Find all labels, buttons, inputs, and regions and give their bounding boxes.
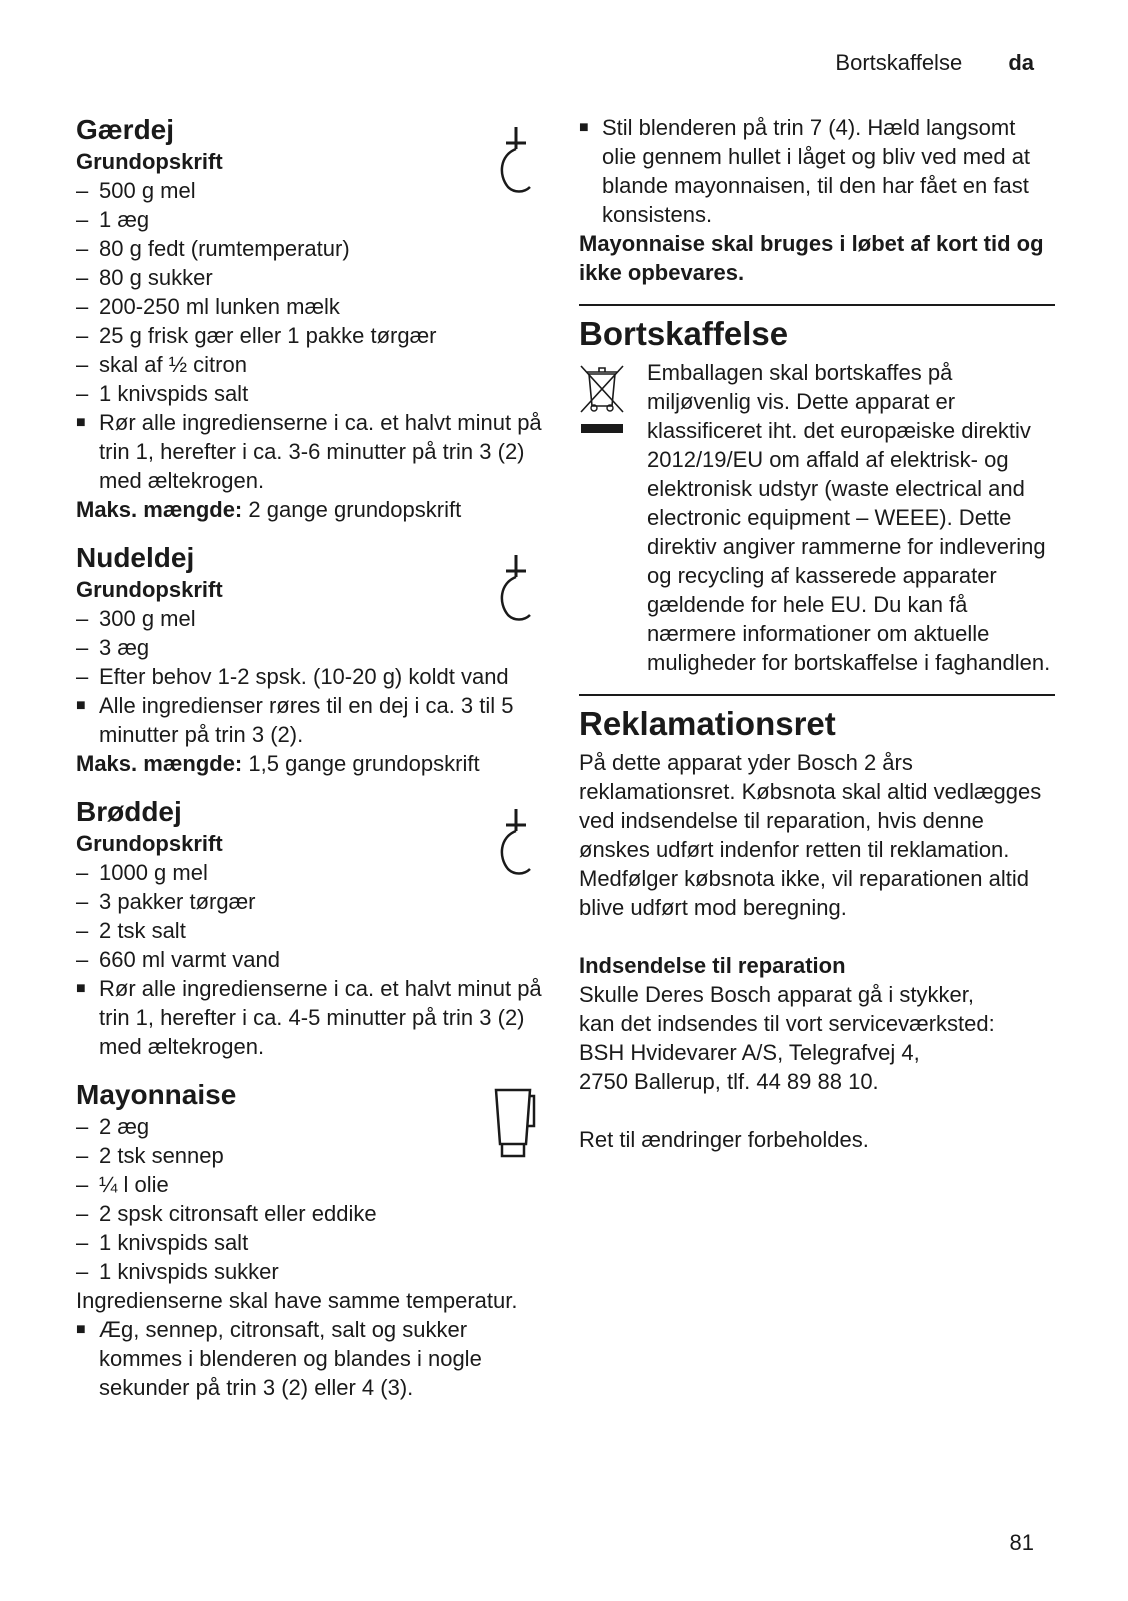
recipe-title: Brøddej [76,796,182,827]
repair-line: Skulle Deres Bosch apparat gå i stykker, [579,982,974,1007]
max-amount-label: Maks. mængde: [76,751,243,776]
warranty-heading: Reklamationsret [579,705,836,742]
ingredient: – ¼ l olie [76,1170,556,1199]
max-amount-value: 1,5 gange grundopskrift [248,751,480,776]
repair-line: kan det indsendes til vort serviceværksted: [579,1011,995,1036]
ingredient: – 1 æg [76,205,556,234]
page-number: 81 [1009,1530,1034,1555]
ingredient: – 1 knivspids salt [76,379,556,408]
header-section: Bortskaffelse [835,50,963,75]
ingredient: – 300 g mel [76,604,556,633]
ingredient: – 2 tsk salt [76,916,556,945]
spacer [579,922,1055,951]
section-divider [579,694,1055,696]
recipe-broddej [76,795,556,1061]
ingredient: – 80 g fedt (rumtemperatur) [76,234,556,263]
instruction-step: ■ Æg, sennep, citronsaft, salt og sukker kommes i blenderen og blandes i nogle sekunder på trin 3 (2) eller 4 (3). [76,1315,556,1402]
instruction-step: ■ Rør alle ingredienserne i ca. et halvt minut på trin 1, herefter i ca. 3-6 minutter på trin 3 (2) med æltekrogen. [76,408,556,495]
max-amount [76,495,556,524]
max-amount-value: 2 gange grundopskrift [248,497,462,522]
repair-line: 2750 Ballerup, tlf. 44 89 88 10. [579,1069,879,1094]
ingredient: – 80 g sukker [76,263,556,292]
ingredient: – 2 spsk citronsaft eller eddike [76,1199,556,1228]
recipe-subtitle: Grundopskrift [76,577,223,602]
header-language: da [1008,50,1034,75]
recipe-mayonnaise [76,1078,556,1402]
ingredient: – 2 tsk sennep [76,1141,556,1170]
ingredient: – 660 ml varmt vand [76,945,556,974]
ingredient: – Efter behov 1-2 spsk. (10-20 g) koldt vand [76,662,556,691]
ingredient: – skal af ½ citron [76,350,556,379]
mayo-warning: Mayonnaise skal bruges i løbet af kort tid og ikke opbevares. [579,231,1044,285]
disposal-text: Emballagen skal bortskaffes på miljøvenlig vis. Dette apparat er klassificeret iht. det europæiske direktiv 2012/19/EU om affald af elektrisk- og elektronisk udstyr (waste electrical and electronic equipment – WEEE). Dette direktiv angiver rammerne for indlevering og recycling af kasserede apparater gældende for hele EU. Du kan få nærmere informationer om aktuelle muligheder for bortskaffelse i faghandlen. [647,360,1051,675]
recipe-subtitle: Grundopskrift [76,831,223,856]
instruction-step: ■ Alle ingredienser røres til en dej i ca. 3 til 5 minutter på trin 3 (2). [76,691,556,749]
ingredient: – 500 g mel [76,176,556,205]
recipe-gaerdej [76,113,556,524]
repair-heading: Indsendelse til reparation [579,953,846,978]
recipe-title: Nudeldej [76,542,195,573]
instruction-step: ■ Stil blenderen på trin 7 (4). Hæld langsomt olie gennem hullet i låget og bliv ved med at blande mayonnaisen, til den har fået en fast konsistens. [579,113,1055,229]
max-amount [76,749,556,778]
repair-line: BSH Hvidevarer A/S, Telegrafvej 4, [579,1040,920,1065]
ingredient: – 25 g frisk gær eller 1 pakke tørgær [76,321,556,350]
warranty-text: På dette apparat yder Bosch 2 års reklamationsret. Købsnota skal altid vedlægges ved indsendelse til reparation, hvis denne ønskes udført indenfor retten til reklamation. Medfølger købsnota ikke, vil reparationen altid blive udført mod beregning. [579,750,1042,920]
disposal-block [579,358,1055,677]
ingredient: – 2 æg [76,1112,556,1141]
ingredient: – 1 knivspids sukker [76,1257,556,1286]
footer-note: Ret til ændringer forbeholdes. [579,1127,869,1152]
ingredient: – 200-250 ml lunken mælk [76,292,556,321]
ingredient: – 1000 g mel [76,858,556,887]
max-amount-label: Maks. mængde: [76,497,243,522]
recipe-title: Gærdej [76,114,175,145]
weee-icon [579,362,629,677]
section-divider [579,304,1055,306]
left-column [76,113,556,1419]
recipe-subtitle: Grundopskrift [76,149,223,174]
disposal-heading: Bortskaffelse [579,315,789,352]
right-column [579,113,1055,1154]
recipe-note: Ingredienserne skal have samme temperatur. [76,1288,518,1313]
spacer [579,1096,1055,1125]
page-header [835,50,1034,76]
recipe-title: Mayonnaise [76,1079,237,1110]
ingredient: – 3 pakker tørgær [76,887,556,916]
instruction-step: ■ Rør alle ingredienserne i ca. et halvt minut på trin 1, herefter i ca. 4-5 minutter på trin 3 (2) med æltekrogen. [76,974,556,1061]
recipe-nudeldej [76,541,556,778]
ingredient: – 1 knivspids salt [76,1228,556,1257]
ingredient: – 3 æg [76,633,556,662]
